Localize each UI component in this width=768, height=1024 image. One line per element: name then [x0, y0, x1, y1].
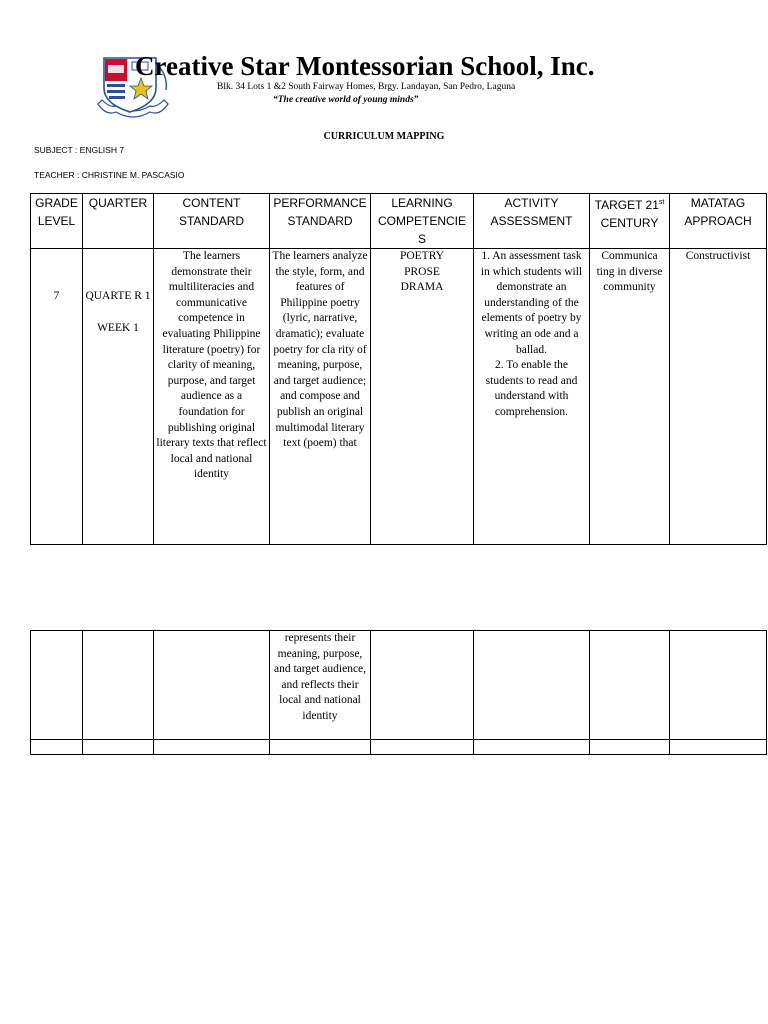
cell-empty — [154, 631, 270, 740]
teacher-line: TEACHER : CHRISTINE M. PASCASIO — [34, 170, 185, 180]
cell-empty — [670, 740, 767, 755]
cell-approach: Constructivist — [670, 249, 767, 545]
table-row — [31, 740, 767, 755]
cell-assessment — [474, 249, 590, 545]
subject-line: SUBJECT : ENGLISH 7 — [34, 145, 125, 155]
cell-empty — [590, 740, 670, 755]
cell-empty — [154, 740, 270, 755]
school-address: Blk. 34 Lots 1 &2 South Fairway Homes, Brgy. Landayan, San Pedro, Laguna — [217, 82, 516, 92]
header-target-21st-century — [590, 194, 670, 249]
cell-empty — [590, 631, 670, 740]
cell-content-standard: The learners demonstrate their multiliteracies and communicative competence in evaluating Philippine literature (poetry) for clarity of meaning, purpose, and target audience as a foundation for publishing original literary texts that reflect local and national identity — [154, 249, 270, 545]
quarter-label: QUARTE R 1 — [85, 290, 151, 302]
table-header-row — [31, 194, 767, 249]
cell-empty — [83, 631, 154, 740]
cell-empty — [31, 740, 83, 755]
cell-empty — [474, 631, 590, 740]
cell-grade: 7 — [31, 249, 83, 545]
curriculum-table — [30, 193, 767, 545]
document-title: CURRICULUM MAPPING — [323, 131, 445, 142]
school-tagline: “The creative world of young minds” — [273, 95, 419, 105]
cell-competencies — [371, 249, 474, 545]
header-matatag-approach: MATATAG APPROACH — [670, 194, 767, 249]
header-target-century: CENTURY — [600, 216, 659, 230]
header-target-label: TARGET 21 — [594, 198, 659, 212]
cell-empty — [474, 740, 590, 755]
cell-target: Communica ting in diverse community — [590, 249, 670, 545]
cell-empty — [371, 740, 474, 755]
week-label: WEEK 1 — [97, 321, 139, 334]
cell-empty — [371, 631, 474, 740]
cell-empty — [270, 740, 371, 755]
school-name: Creative Star Montessorian School, Inc. — [135, 51, 595, 81]
cell-empty — [83, 740, 154, 755]
assessment-item: 2. To enable the students to read and understand with comprehension. — [485, 359, 578, 418]
competency-item: PROSE — [404, 265, 440, 278]
cell-quarter — [83, 249, 154, 545]
table-row — [31, 631, 767, 740]
header-grade-level: GRADE LEVEL — [31, 194, 83, 249]
assessment-item: 1. An assessment task in which students will demonstrate an understanding of the elements of poetry by writing an ode and a ballad. — [480, 250, 583, 356]
table-row — [31, 249, 767, 545]
header-activity-assessment: ACTIVITY ASSESSMENT — [474, 194, 590, 249]
curriculum-table-continued — [30, 630, 767, 755]
header-performance-standard: PERFORMANCE STANDARD — [270, 194, 371, 249]
cell-empty — [670, 631, 767, 740]
cell-empty — [31, 631, 83, 740]
header-quarter: QUARTER — [83, 194, 154, 249]
competency-item: POETRY — [399, 250, 445, 262]
competency-item: DRAMA — [400, 281, 444, 294]
cell-performance-standard: The learners analyze the style, form, and features of Philippine poetry (lyric, narrative, dramatic); evaluate poetry for cla rity of meaning, purpose, and target audience; and compose and publish an original multimodal literary text (poem) that — [270, 249, 371, 545]
header-learning-competencies: LEARNING COMPETENCIE S — [371, 194, 474, 249]
header-target-sup: st — [658, 199, 665, 206]
header-content-standard: CONTENT STANDARD — [154, 194, 270, 249]
cell-performance-standard-cont: represents their meaning, purpose, and target audience, and reflects their local and national identity — [270, 631, 371, 740]
